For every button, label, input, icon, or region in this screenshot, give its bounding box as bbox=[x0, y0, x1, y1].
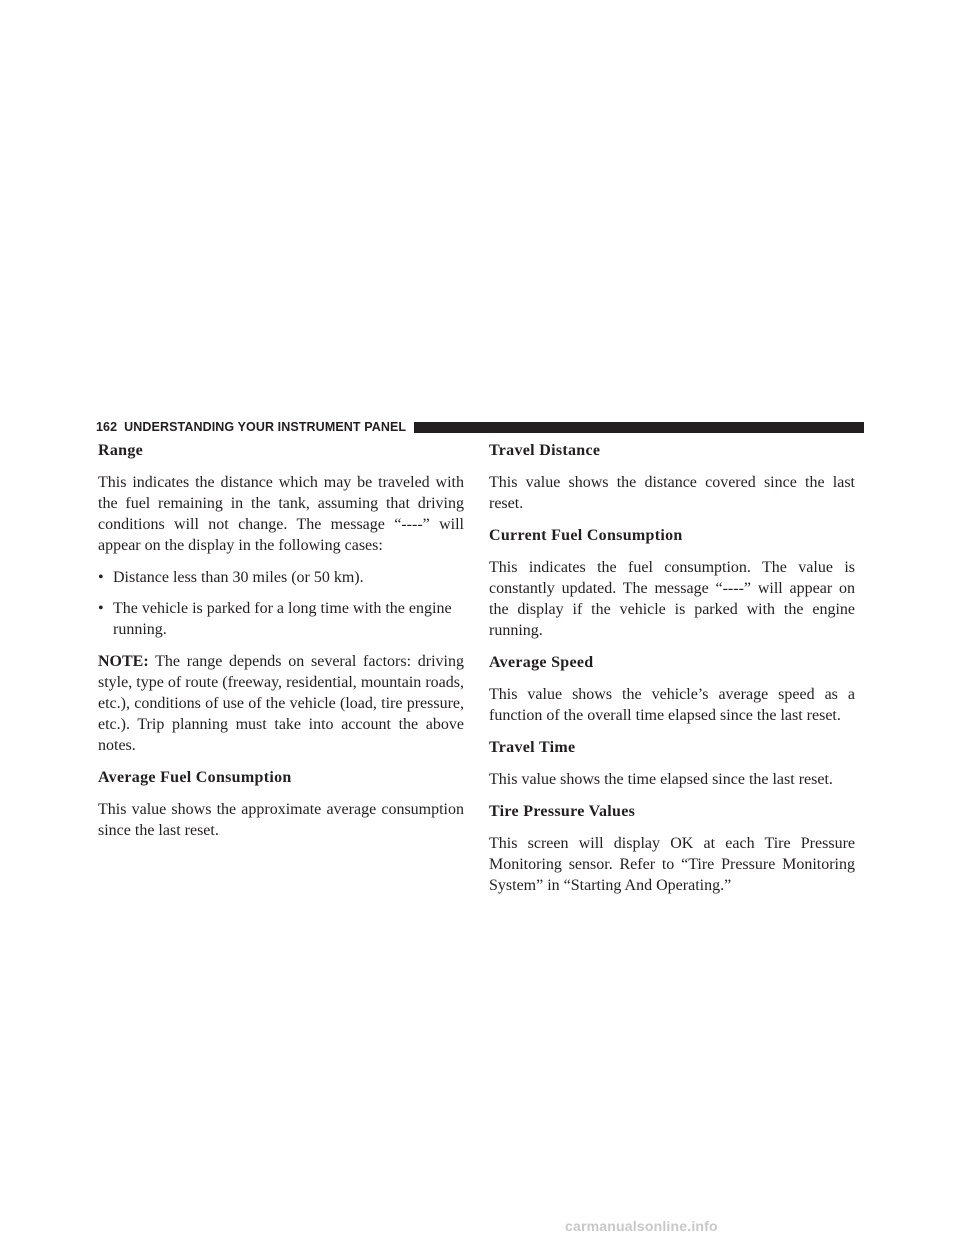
current-fuel-heading: Current Fuel Consumption bbox=[489, 527, 683, 544]
avg-fuel-heading: Average Fuel Consumption bbox=[98, 769, 292, 786]
travel-time-paragraph: This value shows the time elapsed since the last reset. bbox=[489, 771, 833, 788]
footer-watermark: carmanualsonline.info bbox=[565, 1218, 718, 1234]
bullet-text: The vehicle is parked for a long time with the engine running. bbox=[113, 600, 452, 638]
range-paragraph: This indicates the distance which may be traveled with the fuel remaining in the tank, assuming that driving conditions will not change. The message “----” will appear on the display in the following cases: bbox=[98, 474, 464, 554]
page-number: 162 bbox=[96, 420, 118, 434]
left-column bbox=[98, 440, 464, 852]
note-label: NOTE: bbox=[98, 653, 149, 670]
range-bullet-list bbox=[98, 567, 464, 640]
avg-fuel-paragraph: This value shows the approximate average consumption since the last reset. bbox=[98, 801, 464, 839]
travel-time-heading: Travel Time bbox=[489, 739, 576, 756]
note-paragraph bbox=[98, 651, 464, 756]
bullet-icon: • bbox=[98, 569, 104, 586]
current-fuel-paragraph: This indicates the fuel consumption. The value is constantly updated. The message “----” will appear on the display if the vehicle is parked with the engine running. bbox=[489, 559, 855, 639]
bullet-icon: • bbox=[98, 600, 104, 617]
list-item bbox=[98, 598, 464, 640]
note-text: The range depends on several factors: driving style, type of route (freeway, residential, mountain roads, etc.), conditions of use of the vehicle (load, tire pressure, etc.). Trip planning must take into account the above notes. bbox=[98, 653, 464, 754]
header-rule bbox=[414, 422, 864, 433]
avg-speed-paragraph: This value shows the vehicle’s average speed as a function of the overall time elapsed since the last reset. bbox=[489, 686, 855, 724]
bullet-text: Distance less than 30 miles (or 50 km). bbox=[113, 569, 364, 586]
travel-distance-paragraph: This value shows the distance covered since the last reset. bbox=[489, 474, 855, 512]
list-item bbox=[98, 567, 464, 588]
section-title: UNDERSTANDING YOUR INSTRUMENT PANEL bbox=[124, 420, 407, 434]
tire-pressure-paragraph: This screen will display OK at each Tire Pressure Monitoring sensor. Refer to “Tire Pressure Monitoring System” in “Starting And Operating.” bbox=[489, 835, 855, 894]
page-header bbox=[96, 418, 864, 436]
avg-speed-heading: Average Speed bbox=[489, 654, 594, 671]
range-heading: Range bbox=[98, 442, 144, 459]
right-column bbox=[489, 440, 855, 907]
travel-distance-heading: Travel Distance bbox=[489, 442, 601, 459]
tire-pressure-heading: Tire Pressure Values bbox=[489, 803, 636, 820]
